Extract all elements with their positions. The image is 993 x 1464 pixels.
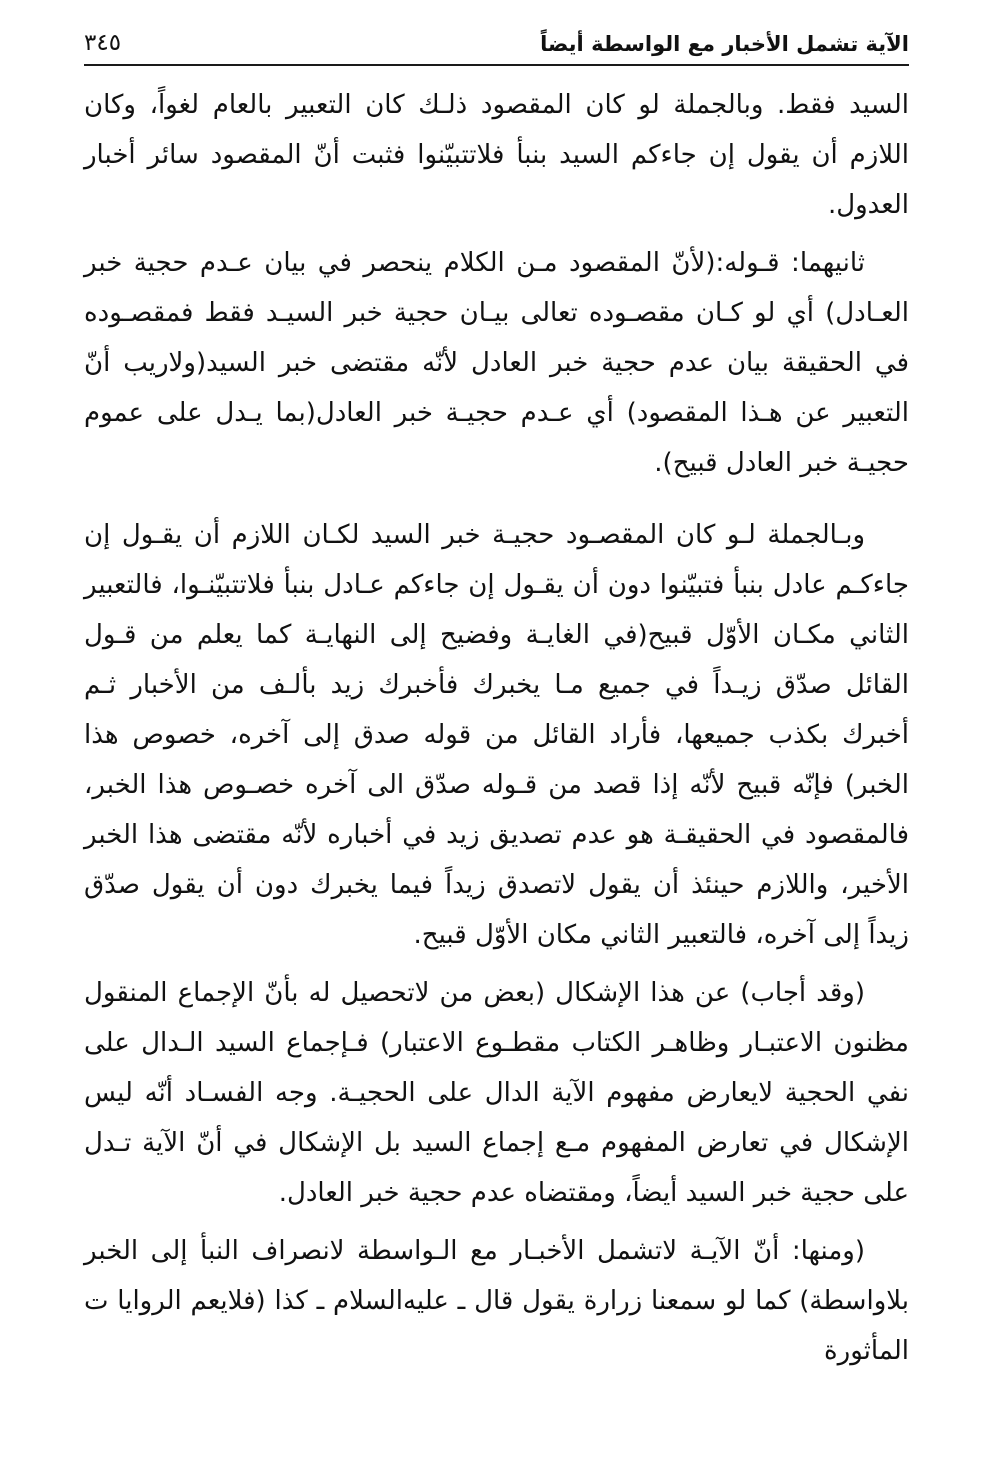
paragraph: وبـالجملة لـو كان المقصـود حجيـة خبر السيد لكـان اللازم أن يقـول إن جاءكـم عادل بنبأ فتبيّنوا دون أن يقـول إن جاءكم عـادل بنبأ فلاتتبيّنـوا، فالتعبير الثاني مكـان الأوّل قبيح(في الغايـة وفضيح إلى النهايـة كما يعلم من قـول القائل صدّق زيـداً في جميع مـا يخبرك فأخبرك زيد بألـف من الأخبار ثـم أخبرك بكذب جميعها، فأراد القائل من قوله صدق إلى آخره، خصوص هذا الخبر) فإنّه قبيح لأنّه إذا قصد من قـوله صدّق الى آخره خصـوص هذا الخبر، فالمقصود في الحقيقـة هو عدم تصديق زيد في أخباره لأنّه مقتضى هذا الخبر الأخير، واللازم حينئذ أن يقول لاتصدق زيداً فيما يخبرك دون أن يقول صدّق زيداً إلى آخره، فالتعبير الثاني مكان الأوّل قبيح. [84,520,909,950]
running-title: الآية تشمل الأخبار مع الواسطة أيضاً [540,32,909,56]
page-number: ٣٤٥ [84,30,122,56]
body-text [84,80,909,1376]
paragraph: (وقد أجاب) عن هذا الإشكال (بعض من لاتحصيل له بأنّ الإجماع المنقول مظنون الاعتبـار وظاهـر الكتاب مقطـوع الاعتبار) فـإجماع السيد الـدال على نفي الحجية لايعارض مفهوم الآية الدال على الحجيـة. وجه الفسـاد أنّه ليس الإشكال في تعارض المفهوم مـع إجماع السيد بل الإشكال في أنّ الآية تـدل على حجية خبر السيد أيضاً، ومقتضاه عدم حجية خبر العادل. [84,978,909,1208]
page-header [84,30,909,66]
paragraph: ثانيهما: قـوله:(لأنّ المقصود مـن الكلام ينحصر في بيان عـدم حجية خبر العـادل) أي لو كـان مقصـوده تعالى بيـان حجية خبر السيـد فقط فمقصـوده في الحقيقة بيان عدم حجية خبر العادل لأنّه مقتضى خبر السيد(ولاريب أنّ التعبير عن هـذا المقصود) أي عـدم حجيـة خبر العادل(بما يـدل على عموم حجيـة خبر العادل قبيح). [84,248,909,478]
paragraph: السيد فقط. وبالجملة لو كان المقصود ذلـك كان التعبير بالعام لغواً، وكان اللازم أن يقول إن جاءكم السيد بنبأ فلاتتبيّنوا فثبت أنّ المقصود سائر أخبار العدول. [84,90,909,220]
paragraph: (ومنها: أنّ الآيـة لاتشمل الأخبـار مع الـواسطة لانصراف النبأ إلى الخبر بلاواسطة) كما لو سمعنا زرارة يقول قال ـ عليه‌السلام ـ كذا (فلايعم الروايا ت المأثورة [84,1236,909,1366]
